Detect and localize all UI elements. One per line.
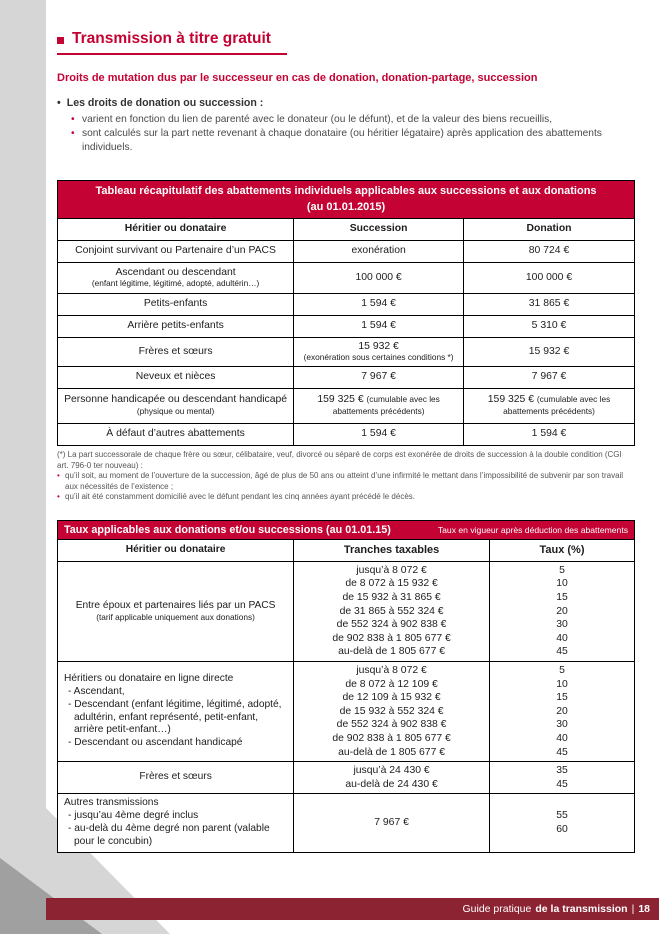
rates-cell bbox=[490, 762, 634, 793]
rate-line: 5 bbox=[559, 664, 565, 676]
donation-value: 80 724 € bbox=[528, 245, 570, 257]
heir-label: Petits-enfants bbox=[58, 294, 294, 315]
heir-label-sub: (enfant légitime, légitimé, adopté, adultérin…) bbox=[91, 278, 260, 289]
donation-value: 5 310 € bbox=[531, 320, 567, 332]
taux-table-title-bar bbox=[58, 521, 634, 539]
succession-value: 100 000 € bbox=[294, 263, 464, 293]
intro-heading: Les droits de donation ou succession : bbox=[66, 97, 264, 109]
tranche-line: jusqu’à 8 072 € bbox=[356, 564, 427, 576]
tranche-line: de 15 932 à 31 865 € bbox=[342, 592, 441, 603]
heir-label: Frères et sœurs bbox=[58, 338, 294, 366]
succession-value: 1 594 € bbox=[294, 316, 464, 337]
table-row bbox=[58, 388, 634, 423]
rate-line: 5 bbox=[559, 564, 565, 576]
donation-value: 1 594 € bbox=[531, 428, 567, 440]
table-row bbox=[58, 366, 634, 388]
heir-category: Frères et sœurs bbox=[58, 762, 294, 793]
table-row bbox=[58, 293, 634, 315]
tranche-line: au-delà de 1 805 677 € bbox=[338, 646, 446, 658]
rate-line: 20 bbox=[556, 705, 568, 717]
heir-category bbox=[58, 662, 294, 761]
section-subtitle: Droits de mutation dus par le successeur en cas de donation, donation-partage, succession bbox=[57, 72, 538, 84]
tranche-line: de 552 324 à 902 838 € bbox=[336, 619, 447, 631]
tranche-line: 7 967 € bbox=[374, 817, 409, 829]
footnote-bullet-list bbox=[57, 471, 635, 503]
rate-group-row bbox=[58, 661, 634, 761]
rate-line: 60 bbox=[556, 824, 568, 835]
tranche-line: de 902 838 à 1 805 677 € bbox=[332, 632, 451, 644]
tranche-line: de 902 838 à 1 805 677 € bbox=[332, 732, 451, 744]
donation-value: 100 000 € bbox=[525, 271, 573, 283]
heir-category-label: Entre époux et partenaires liés par un PACS bbox=[75, 600, 276, 612]
succession-value: 7 967 € bbox=[294, 367, 464, 388]
intro-bullet-item: • sont calculés sur la part nette revenant à chaque donataire (ou héritier légataire) après application des abattements individuels. bbox=[71, 127, 635, 155]
donation-value: 31 865 € bbox=[528, 298, 570, 310]
taux-table bbox=[57, 520, 635, 853]
footer-separator: | bbox=[631, 903, 635, 915]
succession-text bbox=[299, 394, 458, 419]
heir-label: À défaut d’autres abattements bbox=[58, 424, 294, 445]
tranche-line: jusqu’à 24 430 € bbox=[353, 765, 430, 777]
abattements-table bbox=[57, 180, 635, 446]
succession-amount: 15 932 € bbox=[358, 340, 399, 352]
heir-label bbox=[58, 263, 294, 293]
footnote-bullet-item: • qu’il soit, au moment de l’ouverture de la succession, âgé de plus de 50 ans ou atteint d’une infirmité le mettant dans l’impossibilité de subvenir par son travail aux nécessités de l’existence ; bbox=[57, 471, 635, 492]
heir-label-sub: (physique ou mental) bbox=[136, 406, 215, 417]
tranche-line: au-delà de 1 805 677 € bbox=[338, 746, 446, 758]
footer-bar bbox=[46, 898, 659, 920]
table-footnote bbox=[57, 450, 635, 503]
footer-page-number: 18 bbox=[638, 903, 650, 915]
donation-value: 7 967 € bbox=[531, 371, 567, 383]
heir-label: Conjoint survivant ou Partenaire d’un PACS bbox=[58, 241, 294, 262]
heir-category-item: - Ascendant, bbox=[68, 685, 125, 697]
heir-label-text bbox=[63, 394, 288, 419]
abattements-title-line1: Tableau récapitulatif des abattements individuels applicables aux successions et aux donations bbox=[95, 185, 597, 198]
rate-group-row bbox=[58, 793, 634, 851]
rate-line: 40 bbox=[556, 632, 568, 644]
table-row bbox=[58, 240, 634, 262]
heir-label bbox=[58, 389, 294, 423]
succession-amount: 159 325 € bbox=[317, 393, 364, 405]
heir-category-items bbox=[64, 686, 287, 750]
footnote-intro: (*) La part successorale de chaque frère ou sœur, célibataire, veuf, divorcé ou séparé de corps est exonérée de droits de succession à la double condition (CGI art. 796-0 ter nouveau) : bbox=[57, 450, 622, 470]
donation-value: 15 932 € bbox=[528, 345, 570, 357]
column-header-heritier: Héritier ou donataire bbox=[58, 540, 294, 561]
heir-category-label: Autres transmissions bbox=[64, 797, 159, 809]
abattements-title-line2: (au 01.01.2015) bbox=[306, 200, 386, 213]
tranche-line: de 8 072 à 15 932 € bbox=[345, 578, 438, 590]
rate-line: 55 bbox=[556, 810, 568, 822]
rate-line: 40 bbox=[556, 732, 568, 744]
rate-line: 45 bbox=[556, 778, 568, 790]
heir-category-item: - au-delà du 4ème degré non parent (valable pour le concubin) bbox=[68, 823, 270, 847]
column-header-tranches: Tranches taxables bbox=[294, 540, 490, 561]
succession-value: exonération bbox=[294, 241, 464, 262]
donation-amount: 159 325 € bbox=[487, 393, 535, 405]
rates-cell bbox=[490, 662, 634, 761]
heir-category-sub: (tarif applicable uniquement aux donations) bbox=[96, 611, 255, 622]
heir-category-label: Héritiers ou donataire en ligne directe bbox=[64, 673, 234, 685]
succession-note: (exonération sous certaines conditions *) bbox=[303, 352, 454, 363]
donation-value bbox=[464, 389, 634, 423]
page-title-row bbox=[57, 30, 287, 55]
page-content bbox=[57, 30, 635, 853]
donation-note: (cumulable avec les abattements précédents) bbox=[503, 393, 611, 417]
tranche-line: de 31 865 à 552 324 € bbox=[339, 605, 444, 617]
rate-line: 30 bbox=[556, 619, 568, 631]
rate-line: 35 bbox=[556, 765, 568, 777]
taux-table-title: Taux applicables aux donations et/ou successions (au 01.01.15) bbox=[64, 523, 391, 536]
tranche-line: au-delà de 24 430 € bbox=[345, 778, 438, 790]
succession-value: 1 594 € bbox=[294, 424, 464, 445]
rate-line: 45 bbox=[556, 646, 568, 658]
footnote-bullet-item: • qu’il ait été constamment domicilié avec le défunt pendant les cinq années ayant précédé le décès. bbox=[57, 492, 635, 503]
column-header-taux: Taux (%) bbox=[539, 543, 585, 556]
heir-category-item: - jusqu’au 4ème degré inclus bbox=[68, 810, 199, 822]
tranches-cell bbox=[294, 662, 490, 761]
heir-category bbox=[58, 794, 294, 851]
succession-note: (cumulable avec les abattements précédents) bbox=[332, 393, 440, 417]
title-square-icon bbox=[57, 37, 64, 44]
table-row bbox=[58, 423, 634, 445]
intro-bullet-list bbox=[71, 113, 635, 154]
tranches-cell bbox=[294, 794, 490, 851]
heir-label: Arrière petits-enfants bbox=[58, 316, 294, 337]
tranche-line: de 12 109 à 15 932 € bbox=[342, 692, 441, 704]
tranches-cell bbox=[294, 762, 490, 793]
taux-table-note: Taux en vigueur après déduction des abattements bbox=[437, 524, 628, 535]
heir-category-item: - Descendant (enfant légitime, légitimé, adopté, adultérin, enfant représenté, petit-enfant, arrière petit-enfant…) bbox=[68, 698, 282, 736]
table-row bbox=[58, 337, 634, 366]
succession-value: 1 594 € bbox=[294, 294, 464, 315]
rate-group-row bbox=[58, 561, 634, 661]
tranche-line: de 552 324 à 902 838 € bbox=[336, 719, 447, 731]
table-row bbox=[58, 315, 634, 337]
footer-prefix: Guide pratique bbox=[462, 903, 532, 915]
rate-line: 20 bbox=[556, 605, 568, 617]
succession-value bbox=[294, 338, 464, 366]
rate-line: 15 bbox=[556, 692, 568, 704]
heir-category bbox=[58, 562, 294, 661]
abattements-table-title bbox=[58, 181, 634, 218]
column-header-heritier: Héritier ou donataire bbox=[58, 219, 294, 240]
tranche-line: jusqu’à 8 072 € bbox=[356, 664, 427, 676]
succession-value bbox=[294, 389, 464, 423]
rate-line: 10 bbox=[556, 578, 568, 590]
column-header-donation: Donation bbox=[526, 223, 572, 235]
tranche-line: de 8 072 à 12 109 € bbox=[345, 678, 438, 690]
table-row bbox=[58, 262, 634, 293]
rate-line: 30 bbox=[556, 719, 568, 731]
heir-category-items bbox=[64, 810, 287, 849]
footer-title: de la transmission bbox=[535, 903, 628, 915]
tranches-cell bbox=[294, 562, 490, 661]
heir-category-item: - Descendant ou ascendant handicapé bbox=[68, 737, 243, 749]
rate-line: 15 bbox=[556, 592, 568, 603]
rates-cell bbox=[490, 562, 634, 661]
column-header-succession: Succession bbox=[294, 219, 464, 240]
tranche-line: de 15 932 à 552 324 € bbox=[339, 705, 444, 717]
heir-label-main: Personne handicapée ou descendant handicapé bbox=[64, 393, 288, 405]
heir-label: Neveux et nièces bbox=[58, 367, 294, 388]
rates-cell bbox=[490, 794, 634, 851]
page-title: Transmission à titre gratuit bbox=[72, 30, 271, 47]
rate-group-row bbox=[58, 761, 634, 793]
rate-line: 10 bbox=[556, 678, 568, 690]
table-header-row bbox=[58, 539, 634, 561]
table-header-row bbox=[58, 218, 634, 240]
intro-bullet-item: • varient en fonction du lien de parenté avec le donateur (ou le défunt), et de la valeur des biens recueillis, bbox=[71, 113, 635, 127]
rate-line: 45 bbox=[556, 746, 568, 758]
heir-label-main: Ascendant ou descendant bbox=[115, 266, 236, 278]
donation-text bbox=[469, 394, 629, 419]
intro-heading-row bbox=[57, 97, 635, 109]
bullet-dot-icon: • bbox=[57, 97, 61, 109]
